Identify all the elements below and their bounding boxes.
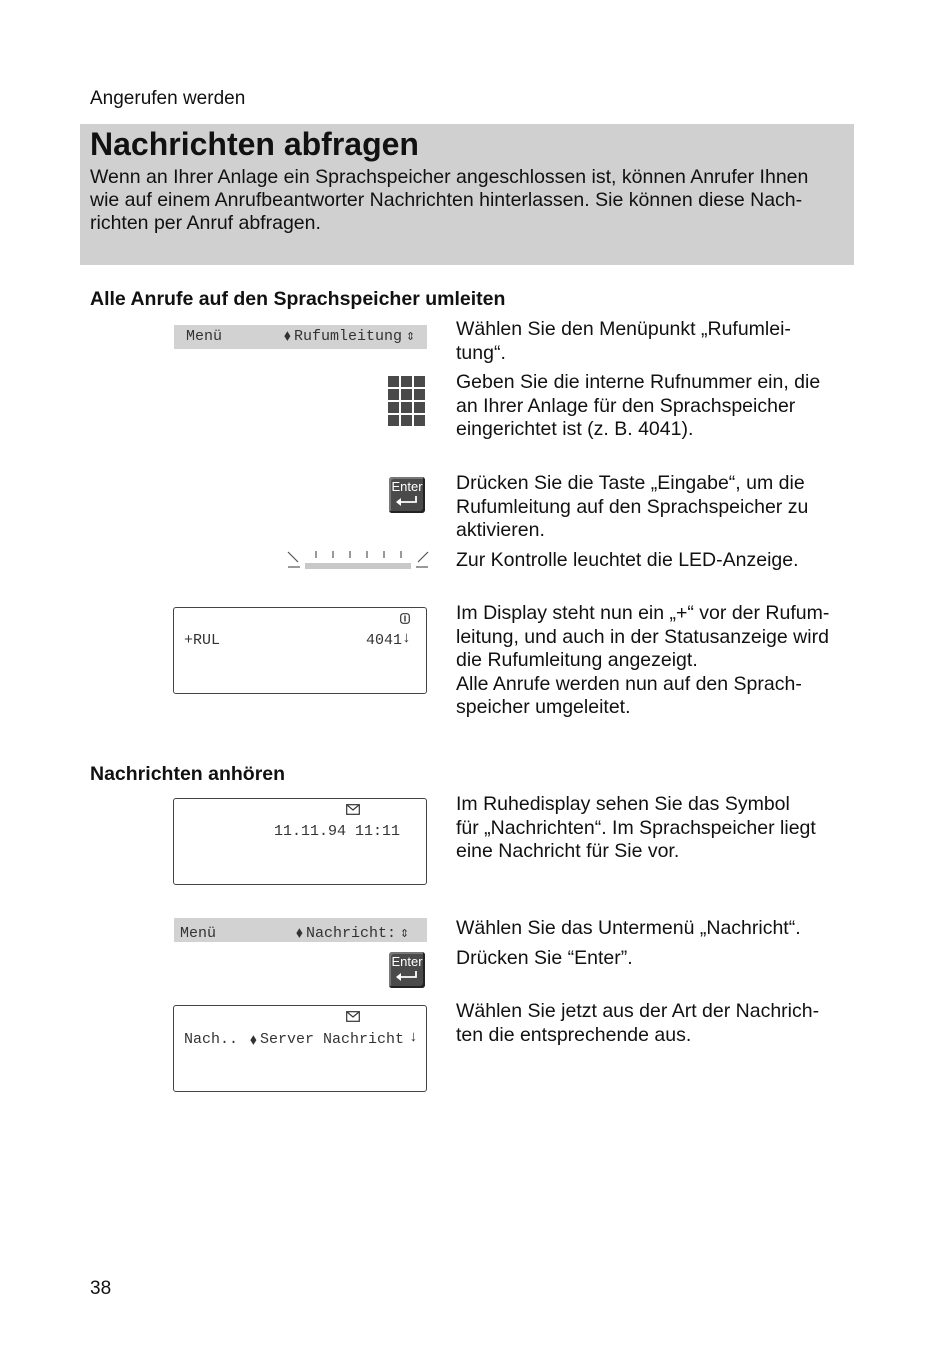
running-head: Angerufen werden	[90, 88, 246, 109]
text-line: eingerichtet ist (z. B. 4041).	[456, 418, 694, 440]
enter-key-label: Enter	[391, 954, 423, 969]
lcd-message-type: Server Nachricht	[260, 1031, 405, 1048]
enter-key-icon	[389, 952, 425, 988]
text-line: leitung, und auch in der Statusanzeige wird	[456, 625, 829, 648]
instruction-select-submenu	[456, 917, 848, 941]
text-line: eine Nachricht für Sie vor.	[456, 840, 680, 862]
text-line: tung“.	[456, 341, 506, 364]
text-line: speicher umgeleitet.	[456, 696, 631, 718]
lcd-display-redirect	[173, 607, 427, 694]
text-line: Wählen Sie das Untermenü „Nachricht“.	[456, 917, 801, 939]
enter-key-label: Enter	[391, 479, 423, 494]
intro-line: wie auf einem Anrufbeantworter Nachrichten hinterlassen. Sie können diese Nach-	[90, 189, 803, 211]
keypad-icon	[388, 376, 426, 426]
text-line: Wählen Sie den Menüpunkt „Rufumlei-	[456, 318, 791, 340]
lcd-display-message-type	[173, 1005, 427, 1092]
up-down-arrow-icon: ⇕	[400, 925, 410, 942]
text-line: Rufumleitung auf den Sprachspeicher zu	[456, 495, 809, 518]
led-indicator-icon	[286, 548, 430, 572]
instruction-choose-type	[456, 1000, 848, 1047]
page-number: 38	[90, 1278, 112, 1299]
title-box	[80, 124, 854, 265]
down-arrow-icon: ↓	[409, 1029, 419, 1046]
return-arrow-icon	[395, 495, 419, 507]
instruction-press-enter	[456, 472, 848, 543]
diamond-arrow-icon: ⬧	[296, 925, 303, 942]
envelope-icon	[346, 803, 360, 820]
menu-label: Menü	[186, 328, 223, 345]
lcd-display-idle	[173, 798, 427, 885]
envelope-icon	[346, 1010, 360, 1027]
diamond-arrow-icon: ⬧	[284, 328, 291, 345]
text-line: Im Display steht nun ein „+“ vor der Rufum-	[456, 602, 830, 624]
lcd-left-text: +RUL	[184, 632, 221, 649]
instruction-select-menu	[456, 318, 848, 365]
return-arrow-icon	[395, 970, 419, 982]
instruction-idle-display	[456, 793, 848, 864]
instruction-press-enter-2	[456, 947, 848, 971]
redirect-status-icon	[400, 612, 410, 629]
menu-display-nachricht	[174, 918, 427, 942]
instruction-display-status	[456, 602, 848, 720]
text-line: die Rufumleitung angezeigt.	[456, 649, 698, 671]
text-line: ten die entsprechende aus.	[456, 1023, 692, 1046]
text-line: Wählen Sie jetzt aus der Art der Nachrich-	[456, 1000, 820, 1022]
instruction-enter-number	[456, 371, 848, 442]
menu-label: Menü	[180, 925, 217, 942]
text-line: für „Nachrichten“. Im Sprachspeicher liegt	[456, 816, 816, 839]
up-down-arrow-icon: ⇕	[406, 328, 416, 345]
lcd-number: 4041	[366, 632, 403, 649]
intro-line: Wenn an Ihrer Anlage ein Sprachspeicher angeschlossen ist, können Anrufer Ihnen	[90, 166, 809, 188]
menu-item-label: Nachricht:	[306, 925, 397, 942]
section-heading-listen: Nachrichten anhören	[90, 763, 286, 785]
menu-item-label: Rufumleitung	[294, 328, 403, 345]
text-line: Drücken Sie die Taste „Eingabe“, um die	[456, 472, 805, 494]
text-line: Alle Anrufe werden nun auf den Sprach-	[456, 672, 802, 695]
intro-text	[90, 166, 846, 235]
section-heading-redirect: Alle Anrufe auf den Sprachspeicher umleiten	[90, 288, 506, 310]
text-line: Zur Kontrolle leuchtet die LED-Anzeige.	[456, 549, 799, 571]
diamond-arrow-icon: ⬧	[250, 1032, 257, 1049]
instruction-led	[456, 549, 848, 573]
text-line: Geben Sie die interne Rufnummer ein, die	[456, 371, 821, 393]
text-line: an Ihrer Anlage für den Sprachspeicher	[456, 394, 796, 417]
lcd-left-text: Nach..	[184, 1031, 239, 1048]
text-line: Im Ruhedisplay sehen Sie das Symbol	[456, 793, 790, 815]
lcd-datetime: 11.11.94 11:11	[274, 823, 401, 840]
enter-key-icon	[389, 477, 425, 513]
text-line: Drücken Sie “Enter”.	[456, 947, 633, 969]
intro-line: richten per Anruf abfragen.	[90, 212, 321, 234]
page-title: Nachrichten abfragen	[90, 126, 419, 162]
menu-display-rufumleitung	[174, 325, 427, 349]
down-arrow-icon: ↓	[402, 630, 412, 647]
text-line: aktivieren.	[456, 519, 545, 541]
